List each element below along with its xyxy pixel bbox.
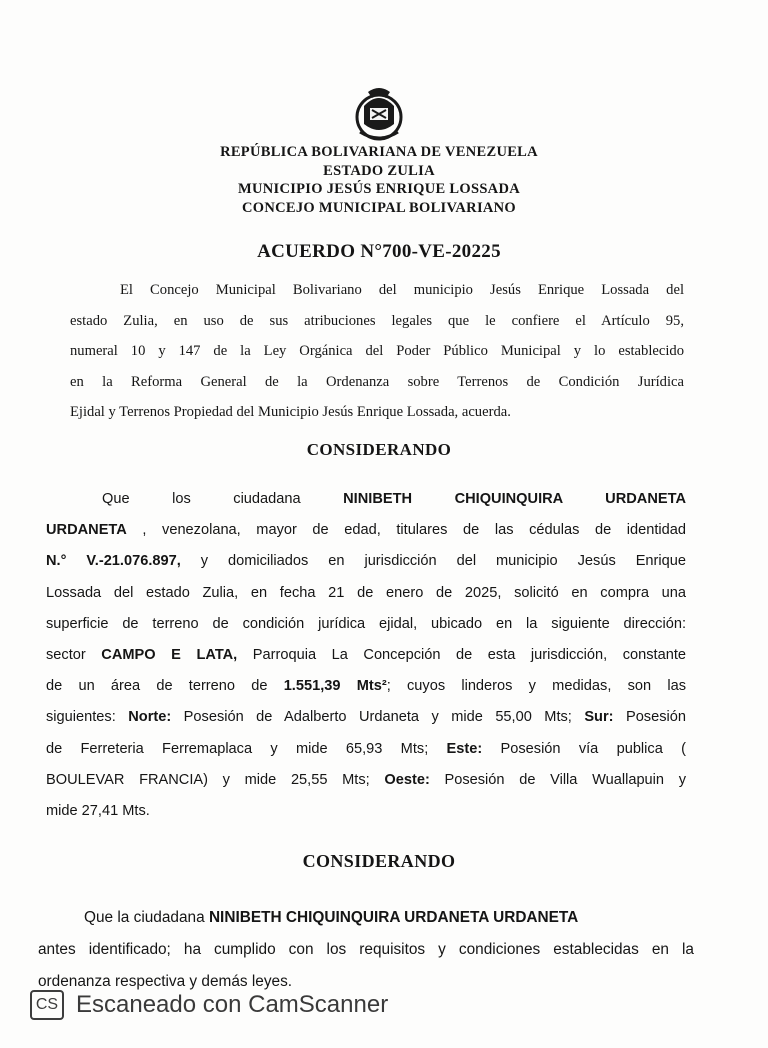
header-council: CONCEJO MUNICIPAL BOLIVARIANO xyxy=(241,199,517,216)
body-line xyxy=(38,902,694,934)
text-run: de un área de terreno de xyxy=(46,678,284,695)
text-run: Posesión de Adalberto Urdaneta y mide 55,00 Mts; xyxy=(171,709,585,726)
text-run: , venezolana, mayor de edad, titulares de las cédulas de identidad xyxy=(126,522,686,539)
body-line xyxy=(46,484,686,515)
header-state: ESTADO ZULIA xyxy=(323,162,435,179)
body-line: superficie de terreno de condición jurídica ejidal, ubicado en la siguiente dirección: xyxy=(46,615,686,632)
intro-line: numeral 10 y 147 de la Ley Orgánica del Poder Público Municipal y lo establecido xyxy=(70,343,684,359)
body-line xyxy=(46,546,686,577)
header-municipality: MUNICIPIO JESÚS ENRIQUE LOSSADA xyxy=(237,181,521,197)
body-line: Lossada del estado Zulia, en fecha 21 de enero de 2025, solicitó en compra una xyxy=(46,584,686,601)
header-country: REPÚBLICA BOLIVARIANA DE VENEZUELA xyxy=(220,144,538,160)
watermark-text: Escaneado con CamScanner xyxy=(76,991,389,1018)
land-area: 1.551,39 Mts² xyxy=(283,678,387,695)
body-line xyxy=(46,765,686,796)
body-line: ordenanza respectiva y demás leyes. xyxy=(38,973,293,990)
agreement-title: ACUERDO N°700-VE-20225 xyxy=(257,241,501,262)
considerando-paragraph-2 xyxy=(38,902,694,998)
text-run: Parroquia La Concepción de esta jurisdicción, constante xyxy=(237,647,687,664)
text-run: Posesión xyxy=(613,709,686,726)
id-number: N.° V.-21.076.897, xyxy=(46,553,181,570)
intro-paragraph xyxy=(70,275,684,428)
body-line xyxy=(46,515,686,546)
text-run: siguientes: xyxy=(46,709,129,726)
citizen-name: NINIBETH CHIQUINQUIRA URDANETA xyxy=(343,491,686,507)
scanner-watermark xyxy=(30,988,388,1022)
body-line xyxy=(46,702,686,733)
text-run: BOULEVAR FRANCIA) y mide 25,55 Mts; xyxy=(46,771,385,788)
text-run: Posesión vía publica ( xyxy=(482,740,686,757)
text-run: Posesión de Villa Wuallapuin y xyxy=(429,771,687,788)
sector-name: CAMPO E LATA, xyxy=(101,647,238,664)
intro-line: El Concejo Municipal Bolivariano del municipio Jesús Enrique Lossada del xyxy=(120,282,684,298)
body-line: mide 27,41 Mts. xyxy=(46,803,150,820)
coat-of-arms-icon xyxy=(350,84,408,144)
body-line xyxy=(46,640,686,671)
considerando-heading-1: CONSIDERANDO xyxy=(306,440,452,459)
considerando-paragraph-1 xyxy=(46,484,686,827)
boundary-north-label: Norte: xyxy=(128,709,172,726)
text-run: Que la ciudadana xyxy=(84,909,209,926)
text-run: de Ferreteria Ferremaplaca y mide 65,93 Mts; xyxy=(46,740,447,757)
document-header xyxy=(0,143,758,217)
citizen-full-name: NINIBETH CHIQUINQUIRA URDANETA URDANETA xyxy=(208,909,579,926)
intro-line: estado Zulia, en uso de sus atribuciones legales que le confiere el Artículo 95, xyxy=(70,312,684,329)
text-run: Que los ciudadana xyxy=(102,491,344,507)
body-line xyxy=(46,734,686,765)
boundary-south-label: Sur: xyxy=(584,709,614,726)
text-run: sector xyxy=(46,647,102,664)
intro-line: Ejidal y Terrenos Propiedad del Municipio Jesús Enrique Lossada, acuerda. xyxy=(70,404,511,420)
body-line: antes identificado; ha cumplido con los requisitos y condiciones establecidas en la xyxy=(38,941,694,958)
camscanner-logo-icon: CS xyxy=(30,990,64,1020)
text-run: y domiciliados en jurisdicción del municipio Jesús Enrique xyxy=(180,553,687,570)
text-run: ; cuyos linderos y medidas, son las xyxy=(386,678,687,695)
body-line xyxy=(46,671,686,702)
considerando-heading-2: CONSIDERANDO xyxy=(302,851,456,871)
boundary-west-label: Oeste: xyxy=(384,771,430,788)
intro-line: en la Reforma General de la Ordenanza sobre Terrenos de Condición Jurídica xyxy=(70,373,684,390)
citizen-surname: URDANETA xyxy=(46,522,127,539)
boundary-east-label: Este: xyxy=(446,740,483,757)
